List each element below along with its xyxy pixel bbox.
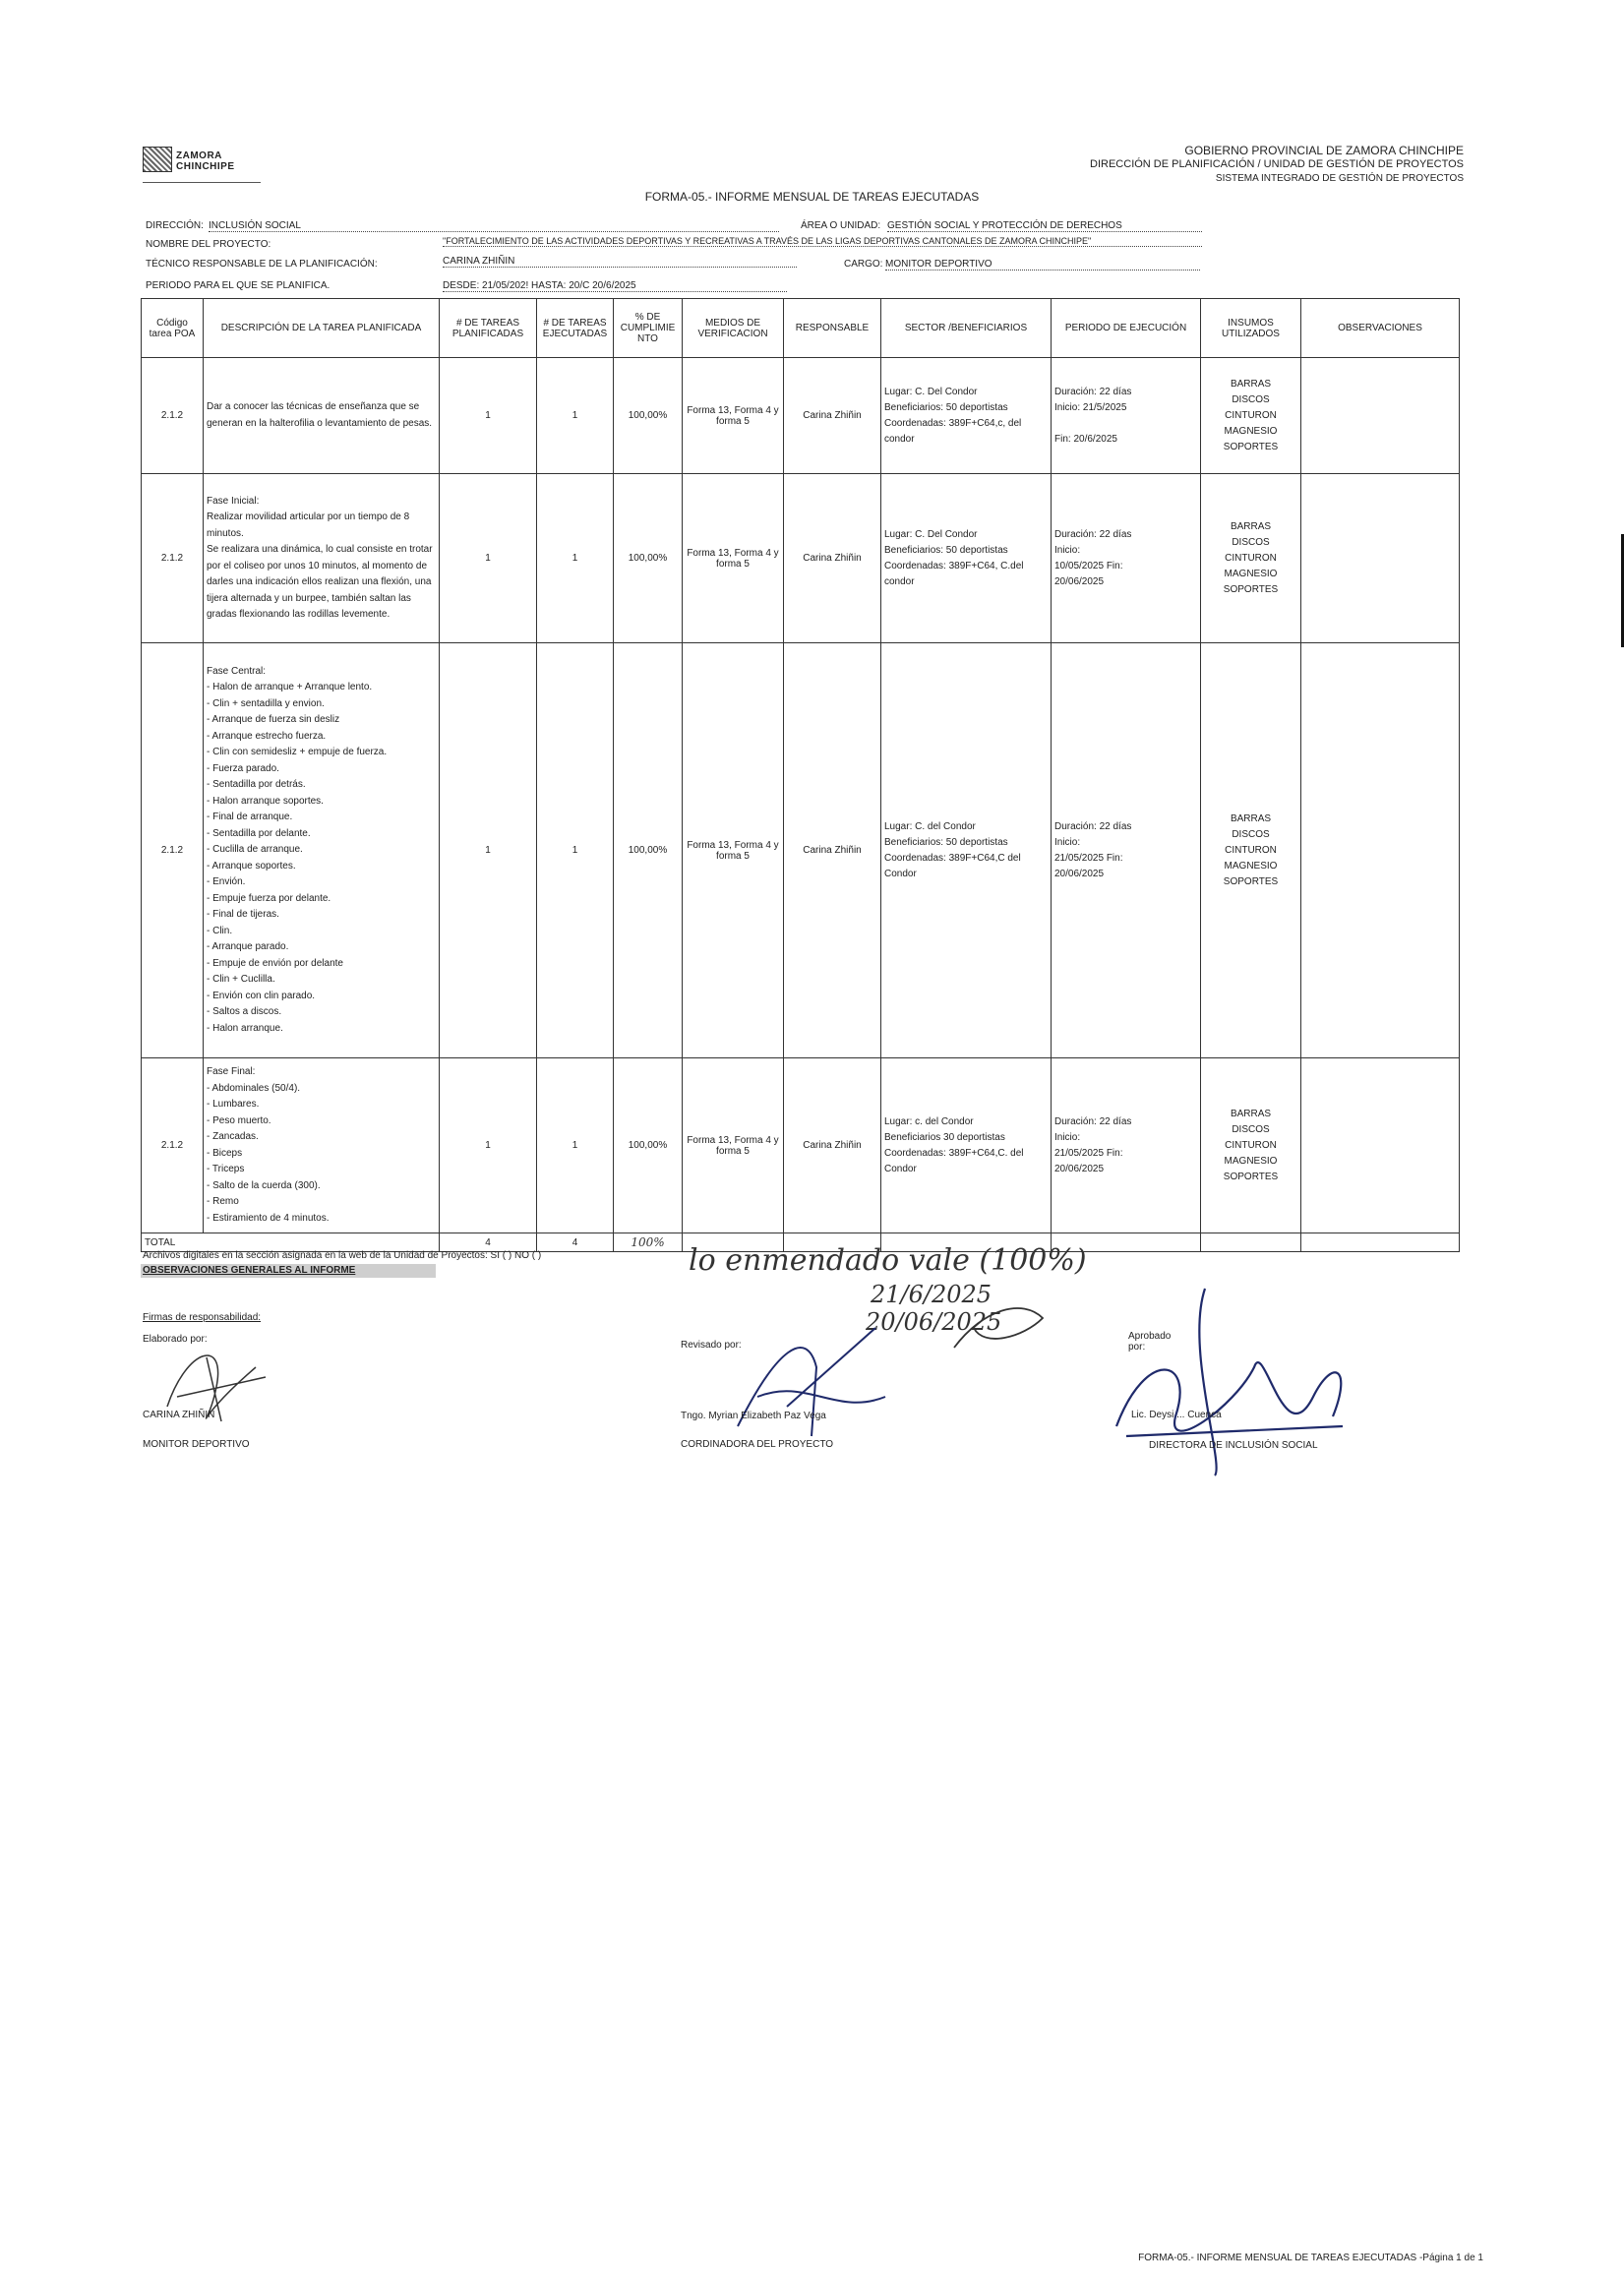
cell-insumos: BARRAS DISCOS CINTURON MAGNESIO SOPORTES [1201,643,1301,1058]
cell-executed: 1 [537,474,614,643]
dept-title: DIRECCIÓN DE PLANIFICACIÓN / UNIDAD DE GESTIÓN DE PROYECTOS [1090,158,1464,170]
table-row [142,358,1460,474]
cell-code: 2.1.2 [142,643,204,1058]
cell-pct: 100,00% [614,474,683,643]
aprobado-name: Lic. Deysi ... Cuenca [1131,1410,1222,1420]
page-footer: FORMA-05.- INFORME MENSUAL DE TAREAS EJECUTADAS -Página 1 de 1 [1138,2253,1483,2263]
handwritten-initial [944,1279,1062,1367]
cell-periodo: Duración: 22 días Inicio: 10/05/2025 Fin: 20/06/2025 [1052,474,1201,643]
col-header-insumos: INSUMOS UTILIZADOS [1201,299,1301,358]
col-header-medios: MEDIOS DE VERIFICACION [683,299,784,358]
cell-insumos: BARRAS DISCOS CINTURON MAGNESIO SOPORTES [1201,1058,1301,1233]
cell-desc: Dar a conocer las técnicas de enseñanza que se generan en la halterofilia o levantamiento de pesas. [204,358,440,474]
cell-resp: Carina Zhiñin [784,474,881,643]
proyecto-label: NOMBRE DEL PROYECTO: [146,239,271,250]
col-header-planned: # DE TAREAS PLANIFICADAS [440,299,537,358]
cell-desc: Fase Final: - Abdominales (50/4). - Lumbares. - Peso muerto. - Zancadas. - Biceps - Triceps - Salto de la cuerda (300). - Remo - Estiramiento de 4 minutos. [204,1058,440,1233]
cell-desc: Fase Central: - Halon de arranque + Arranque lento. - Clin + sentadilla y envion. - Arranque de fuerza sin desliz - Arranque estrecho fuerza. - Clin con semidesliz + empuje de fuerza. - Fuerza parado. - Sentadilla por detrás. - Halon arranque soportes. - Final de arranque. - Sentadilla por delante. - Cuclilla de arranque. - Arranque soportes. - Envión. - Empuje fuerza por delante. - Final de tijeras. - Clin. - Arranque parado. - Empuje de envión por delante - Clin + Cuclilla. - Envión con clin parado. - Saltos a discos. - Halon arranque. [204,643,440,1058]
logo-underline [143,182,261,183]
signature-revisado [718,1308,895,1446]
area-value: GESTIÓN SOCIAL Y PROTECCIÓN DE DERECHOS [887,220,1202,232]
cell-executed: 1 [537,1058,614,1233]
tasks-table [141,298,1460,1252]
cell-obs [1301,474,1460,643]
direccion-value: INCLUSIÓN SOCIAL [209,220,779,232]
cell-sector: Lugar: C. del Condor Beneficiarios: 50 deportistas Coordenadas: 389F+C64,C del Condor [881,643,1052,1058]
cell-pct: 100,00% [614,643,683,1058]
coat-of-arms-icon [143,147,172,172]
aprobado-role: DIRECTORA DE INCLUSIÓN SOCIAL [1149,1440,1318,1451]
col-header-pct: % DE CUMPLIMIE NTO [614,299,683,358]
logo-line-1: ZAMORA [176,150,222,161]
cell-code: 2.1.2 [142,1058,204,1233]
cell-planned: 1 [440,1058,537,1233]
handwritten-note: lo enmendado vale (100%) [689,1243,1087,1278]
cell-medios: Forma 13, Forma 4 y forma 5 [683,1058,784,1233]
total-executed: 4 [537,1233,614,1252]
table-header-row [142,299,1460,358]
col-header-obs: OBSERVACIONES [1301,299,1460,358]
cell-resp: Carina Zhiñin [784,1058,881,1233]
archivos-text: Archivos digitales en la sección asignada en la web de la Unidad de Proyectos: SI ( ) NO ( ) [143,1250,542,1261]
cell-code: 2.1.2 [142,358,204,474]
cell-executed: 1 [537,643,614,1058]
cell-obs [1301,643,1460,1058]
cargo-label: CARGO: [844,259,883,270]
cell-periodo: Duración: 22 días Inicio: 21/05/2025 Fin: 20/06/2025 [1052,643,1201,1058]
handwritten-date-2: 20/06/2025 [866,1308,1002,1336]
area-label: ÁREA O UNIDAD: [801,220,881,231]
cell-insumos: BARRAS DISCOS CINTURON MAGNESIO SOPORTES [1201,358,1301,474]
tecnico-value: CARINA ZHIÑIN [443,256,797,268]
elaborado-label: Elaborado por: [143,1334,208,1345]
cargo-value: MONITOR DEPORTIVO [885,259,1200,271]
observaciones-label: OBSERVACIONES GENERALES AL INFORME [143,1265,356,1276]
cell-insumos: BARRAS DISCOS CINTURON MAGNESIO SOPORTES [1201,474,1301,643]
cell-resp: Carina Zhiñin [784,358,881,474]
cell-sector: Lugar: C. Del Condor Beneficiarios: 50 deportistas Coordenadas: 389F+C64,c, del condor [881,358,1052,474]
table-row [142,1058,1460,1233]
form-title: FORMA-05.- INFORME MENSUAL DE TAREAS EJECUTADAS [644,190,980,204]
cell-medios: Forma 13, Forma 4 y forma 5 [683,474,784,643]
cell-periodo: Duración: 22 días Inicio: 21/05/2025 Fin: 20/06/2025 [1052,1058,1201,1233]
cell-pct: 100,00% [614,1058,683,1233]
cell-obs [1301,1058,1460,1233]
elaborado-role: MONITOR DEPORTIVO [143,1439,250,1450]
periodo-label: PERIODO PARA EL QUE SE PLANIFICA. [146,280,331,291]
logo-line-2: CHINCHIPE [176,161,235,172]
periodo-value: DESDE: 21/05/202! HASTA: 20/C 20/6/2025 [443,280,787,292]
col-header-desc: DESCRIPCIÓN DE LA TAREA PLANIFICADA [204,299,440,358]
cell-sector: Lugar: C. Del Condor Beneficiarios: 50 deportistas Coordenadas: 389F+C64, C.del condor [881,474,1052,643]
cell-periodo: Duración: 22 días Inicio: 21/5/2025 Fin: 20/6/2025 [1052,358,1201,474]
col-header-executed: # DE TAREAS EJECUTADAS [537,299,614,358]
firmas-label: Firmas de responsabilidad: [143,1312,262,1323]
cell-pct: 100,00% [614,358,683,474]
cell-sector: Lugar: c. del Condor Beneficiarios 30 deportistas Coordenadas: 389F+C64,C. del Condor [881,1058,1052,1233]
revisado-label: Revisado por: [681,1340,742,1351]
cell-medios: Forma 13, Forma 4 y forma 5 [683,643,784,1058]
col-header-code: Código tarea POA [142,299,204,358]
col-header-periodo: PERIODO DE EJECUCIÓN [1052,299,1201,358]
gov-title: GOBIERNO PROVINCIAL DE ZAMORA CHINCHIPE [1184,144,1464,157]
cell-code: 2.1.2 [142,474,204,643]
cell-obs [1301,358,1460,474]
cell-medios: Forma 13, Forma 4 y forma 5 [683,358,784,474]
total-pct: 100% [614,1233,683,1252]
cell-planned: 1 [440,358,537,474]
col-header-resp: RESPONSABLE [784,299,881,358]
proyecto-value: "FORTALECIMIENTO DE LAS ACTIVIDADES DEPORTIVAS Y RECREATIVAS A TRAVÉS DE LAS LIGAS DEPORTIVAS CANTONALES DE ZAMORA CHINCHIPE" [443,236,1202,247]
total-planned: 4 [440,1233,537,1252]
cell-planned: 1 [440,643,537,1058]
cell-executed: 1 [537,358,614,474]
cell-resp: Carina Zhiñin [784,643,881,1058]
elaborado-name: CARINA ZHIÑIN [143,1410,215,1420]
cell-planned: 1 [440,474,537,643]
handwritten-date-1: 21/6/2025 [871,1281,992,1308]
logo [143,145,266,186]
system-title: SISTEMA INTEGRADO DE GESTIÓN DE PROYECTOS [1215,173,1464,184]
total-label: TOTAL [142,1233,204,1252]
table-row [142,474,1460,643]
table-row [142,643,1460,1058]
col-header-sector: SECTOR /BENEFICIARIOS [881,299,1052,358]
revisado-name: Tngo. Myrian Elizabeth Paz Vega [681,1411,826,1421]
cell-desc: Fase Inicial: Realizar movilidad articular por un tiempo de 8 minutos. Se realizara una dinámica, lo cual consiste en trotar por el coliseo por unos 10 minutos, al momento de darles una indicación ellos realizan una flexión, una tijera alternada y un burpee, también saltan las gradas flexionando las rodillas levemente. [204,474,440,643]
direccion-label: DIRECCIÓN: [146,220,204,231]
aprobado-label: Aprobado por: [1128,1331,1172,1353]
revisado-role: CORDINADORA DEL PROYECTO [681,1439,834,1450]
tecnico-label: TÉCNICO RESPONSABLE DE LA PLANIFICACIÓN: [146,259,378,270]
